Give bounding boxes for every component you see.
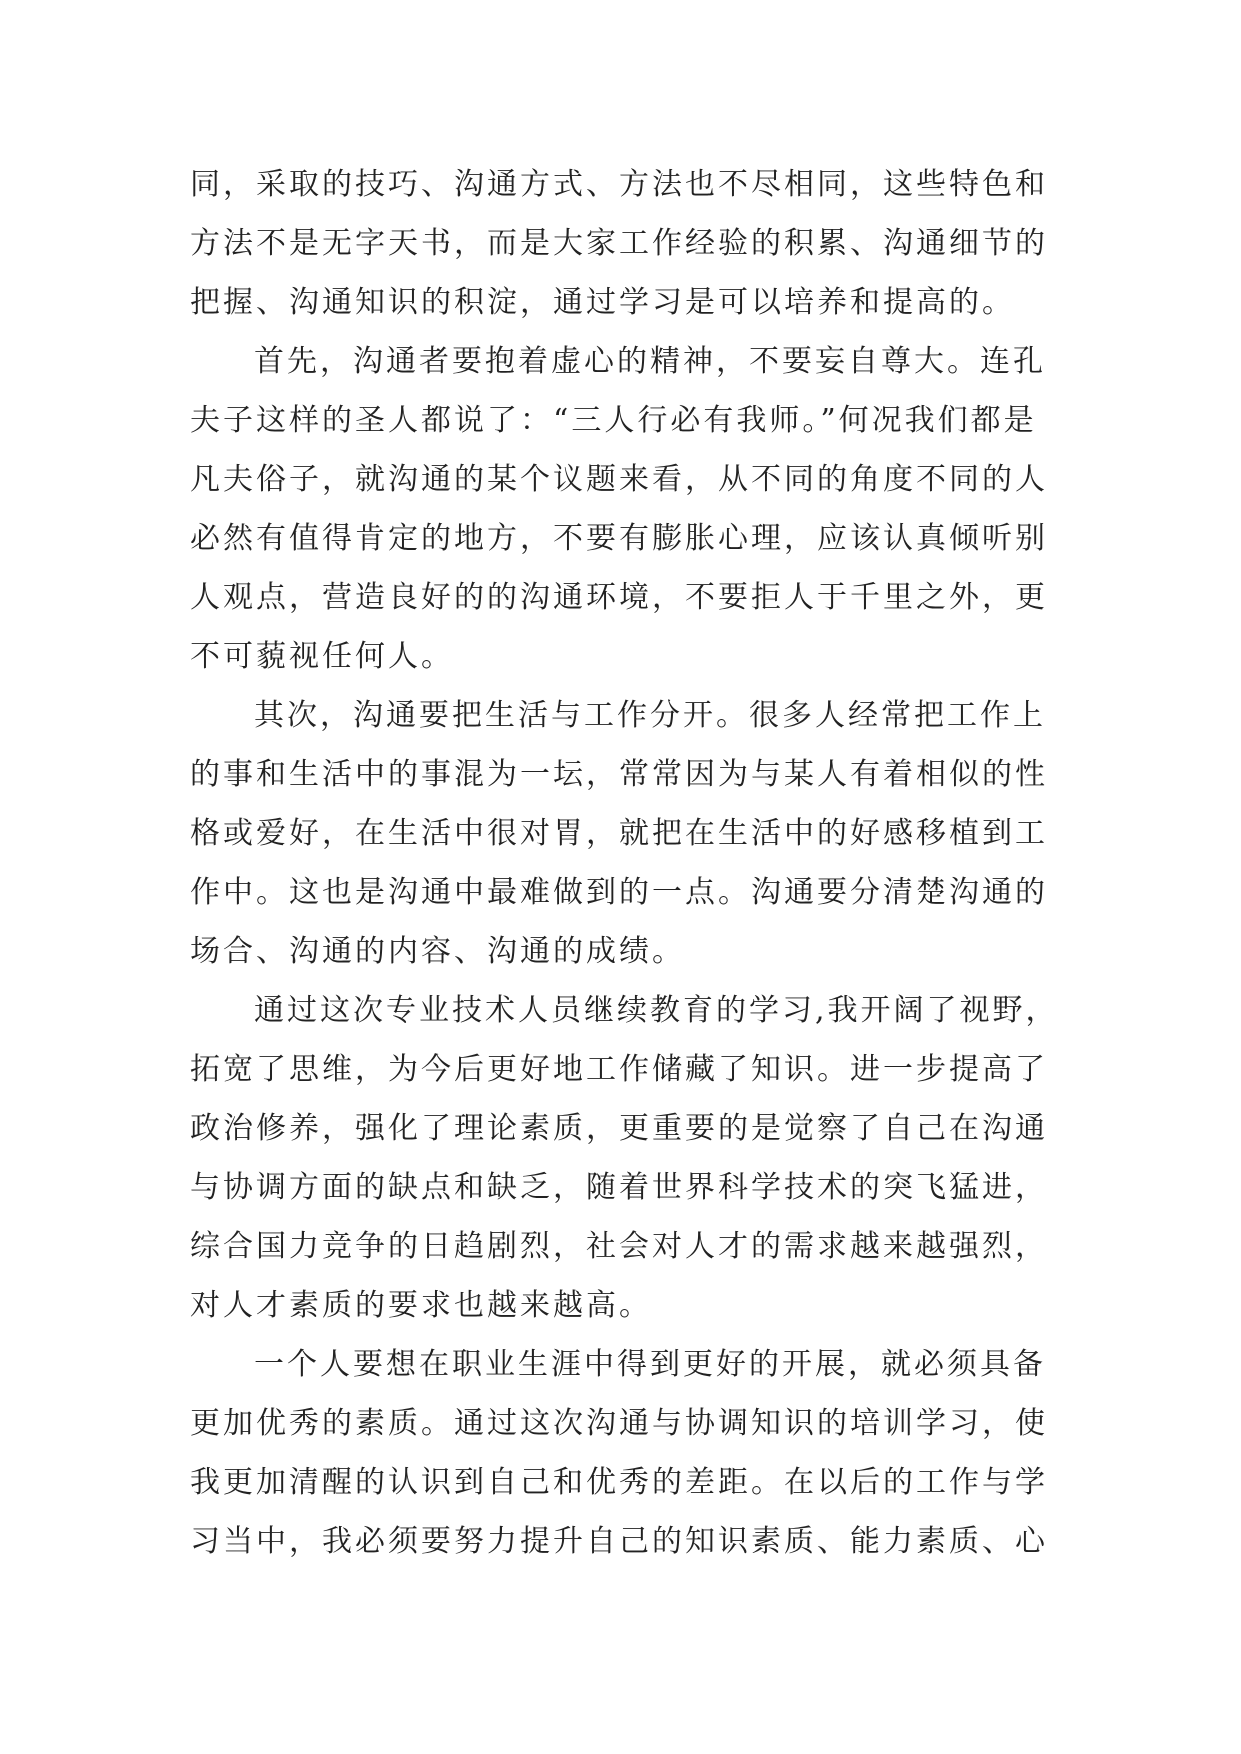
paragraph-first-line: 其次，沟通要把生活与工作分开。很多人经常把工作上: [254, 698, 1046, 733]
text-line: 更加优秀的素质。通过这次沟通与协调知识的培训学习，使: [190, 1406, 1048, 1441]
text-line: 综合国力竞争的日趋剧烈，社会对人才的需求越来越强烈，: [190, 1229, 1048, 1264]
text-line: 习当中，我必须要努力提升自己的知识素质、能力素质、心: [190, 1524, 1048, 1559]
text-line: 人观点，营造良好的的沟通环境，不要拒人于千里之外，更: [190, 580, 1048, 615]
text-line: 方法不是无字天书，而是大家工作经验的积累、沟通细节的: [190, 226, 1048, 261]
paragraph-first-line: 通过这次专业技术人员继续教育的学习,我开阔了视野，: [254, 993, 1059, 1028]
text-line: 凡夫俗子，就沟通的某个议题来看，从不同的角度不同的人: [190, 462, 1048, 497]
text-line: 对人才素质的要求也越来越高。: [190, 1288, 652, 1323]
text-line: 同，采取的技巧、沟通方式、方法也不尽相同，这些特色和: [190, 167, 1048, 202]
paragraph-first-line: 一个人要想在职业生涯中得到更好的开展，就必须具备: [254, 1347, 1046, 1382]
text-line: 的事和生活中的事混为一坛，常常因为与某人有着相似的性: [190, 757, 1048, 792]
text-line: 格或爱好，在生活中很对胃，就把在生活中的好感移植到工: [190, 816, 1048, 851]
text-line: 夫子这样的圣人都说了：“三人行必有我师。”何况我们都是: [190, 403, 1037, 438]
text-line: 作中。这也是沟通中最难做到的一点。沟通要分清楚沟通的: [190, 875, 1048, 910]
text-line: 与协调方面的缺点和缺乏，随着世界科学技术的突飞猛进，: [190, 1170, 1048, 1205]
body-text: [190, 155, 1059, 1571]
text-line: 场合、沟通的内容、沟通的成绩。: [190, 934, 685, 969]
text-line: 不可藐视任何人。: [190, 639, 454, 674]
text-line: 拓宽了思维，为今后更好地工作储藏了知识。进一步提高了: [190, 1052, 1048, 1087]
text-line: 政治修养，强化了理论素质，更重要的是觉察了自己在沟通: [190, 1111, 1048, 1146]
text-line: 我更加清醒的认识到自己和优秀的差距。在以后的工作与学: [190, 1465, 1048, 1500]
text-line: 把握、沟通知识的积淀，通过学习是可以培养和提高的。: [190, 285, 1015, 320]
paragraph-first-line: 首先，沟通者要抱着虚心的精神，不要妄自尊大。连孔: [254, 344, 1046, 379]
text-line: 必然有值得肯定的地方，不要有膨胀心理，应该认真倾听别: [190, 521, 1048, 556]
